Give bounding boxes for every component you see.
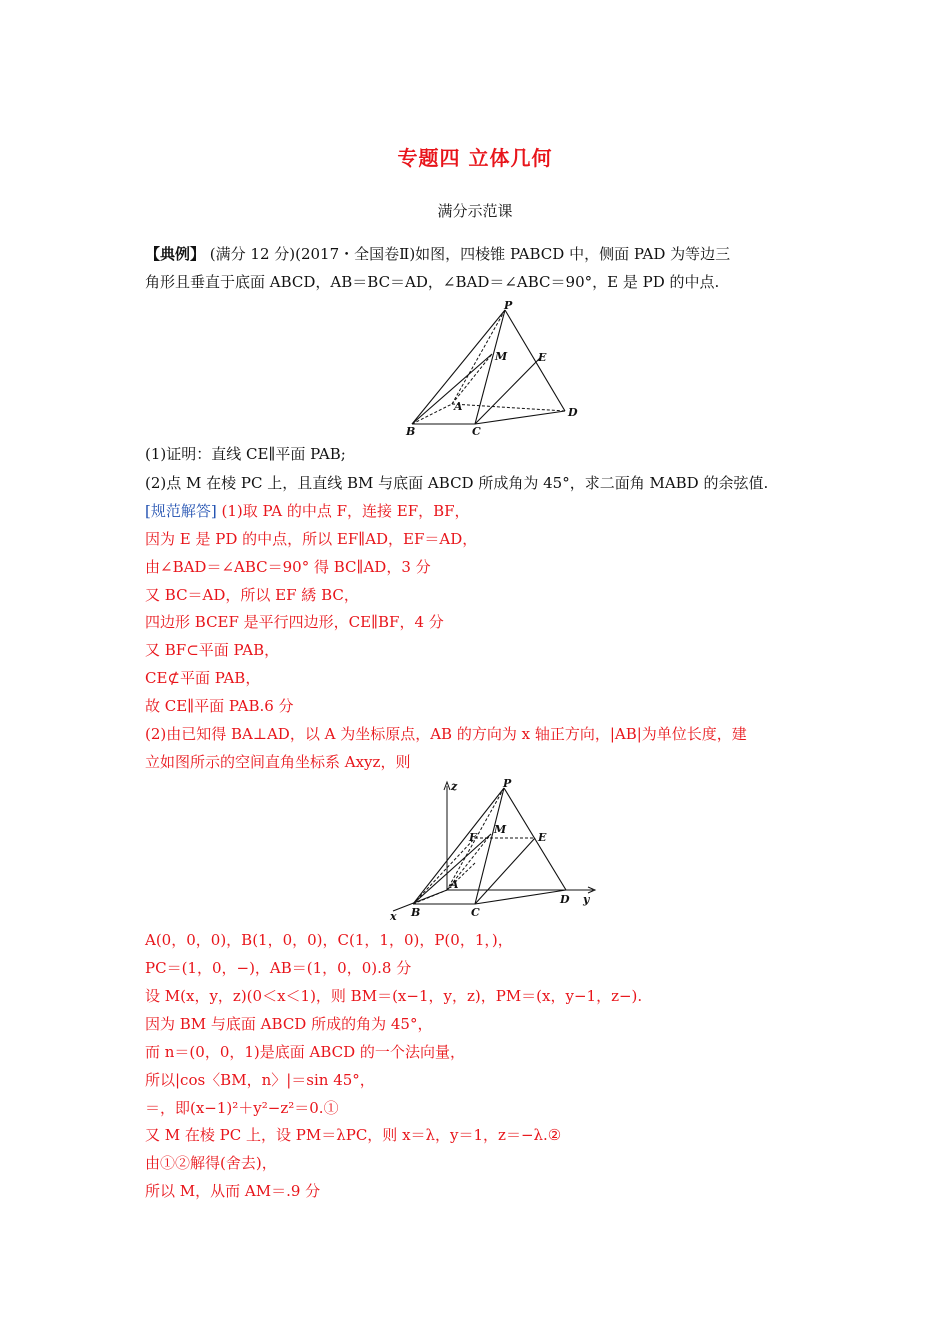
solution2-line-1: A(0，0，0)，B(1，0，0)，C(1，1，0)，P(0，1，)，: [145, 931, 513, 949]
fig2-label-m: M: [494, 823, 507, 836]
question-1: (1)证明：直线 CE∥平面 PAB;: [145, 445, 346, 463]
fig1-label-m: M: [495, 350, 508, 363]
problem-text-1: (满分 12 分)(2017・全国卷Ⅱ)如图，四棱锥 PABCD 中，侧面 PAD 为等边三: [205, 245, 731, 263]
solution2-intro-1: (2)由已知得 BA⊥AD，以 A 为坐标原点，AB 的方向为 x 轴正方向，|AB|为单位长度，建: [145, 725, 747, 743]
solution2-line-3: 设 M(x，y，z)(0＜x＜1)，则 BM＝(x−1，y，z)，PM＝(x，y−1，z−).: [145, 987, 643, 1005]
fig2-label-d: D: [560, 893, 570, 906]
solution1-line-2: 因为 E 是 PD 的中点，所以 EF∥AD，EF＝AD，: [145, 530, 478, 548]
fig2-label-z: z: [451, 780, 458, 793]
solution1-line-3: 由∠BAD＝∠ABC＝90° 得 BC∥AD，3 分: [145, 558, 431, 576]
solution1-line-6: 又 BF⊂平面 PAB，: [145, 641, 280, 659]
fig1-label-c: C: [472, 425, 481, 438]
solution2-line-5: 而 n＝(0，0，1)是底面 ABCD 的一个法向量，: [145, 1043, 465, 1061]
coordinate-figure: [385, 778, 600, 924]
solution2-line-8: 又 M 在棱 PC 上，设 PM＝λPC，则 x＝λ，y＝1，z＝−λ.②: [145, 1126, 562, 1144]
fig2-label-e: E: [538, 831, 547, 844]
fig1-label-d: D: [568, 406, 578, 419]
fig2-label-y: y: [583, 893, 590, 906]
solution2-line-6: 所以|cos〈BM，n〉|＝sin 45°，: [145, 1071, 375, 1089]
solution2-line-2: PC＝(1，0，−)，AB＝(1，0，0).8 分: [145, 959, 412, 977]
fig1-label-b: B: [406, 425, 416, 438]
solution1-line-4: 又 BC＝AD，所以 EF 綉 BC，: [145, 586, 359, 604]
fig1-label-e: E: [538, 351, 547, 364]
solution2-intro-2: 立如图所示的空间直角坐标系 Axyz，则: [145, 753, 411, 771]
solution2-line-9: 由①②解得(舍去)，: [145, 1154, 277, 1172]
solution1-text-1: (1)取 PA 的中点 F，连接 EF，BF，: [216, 502, 470, 520]
solution2-line-10: 所以 M，从而 AM＝.9 分: [145, 1182, 321, 1200]
fig1-label-p: P: [504, 299, 513, 312]
question-2: (2)点 M 在棱 PC 上，且直线 BM 与底面 ABCD 所成角为 45°，求二面角 MABD 的余弦值.: [145, 474, 769, 492]
solution1-line-7: CE⊄平面 PAB，: [145, 669, 261, 687]
problem-line-2: 角形且垂直于底面 ABCD，AB＝BC＝AD，∠BAD＝∠ABC＝90°，E 是 PD 的中点.: [145, 273, 720, 291]
fig2-label-c: C: [471, 906, 480, 919]
fig2-label-p: P: [503, 778, 512, 790]
solution2-line-7: ＝，即(x−1)²＋y²−z²＝0.①: [145, 1099, 339, 1117]
fig2-label-a: A: [450, 878, 459, 891]
page-title: 专题四 立体几何: [397, 146, 553, 170]
fig2-label-b: B: [411, 906, 421, 919]
fig1-label-a: A: [454, 400, 463, 413]
solution1-line-8: 故 CE∥平面 PAB.6 分: [145, 697, 294, 715]
solution2-line-4: 因为 BM 与底面 ABCD 所成的角为 45°，: [145, 1015, 433, 1033]
problem-line-1: [145, 244, 730, 264]
solution1-line-1: [145, 501, 470, 521]
page-subtitle: 满分示范课: [437, 202, 513, 220]
solution1-line-5: 四边形 BCEF 是平行四边形，CE∥BF，4 分: [145, 613, 444, 631]
solution-tag: [规范解答]: [145, 502, 217, 520]
fig2-label-f: F: [469, 831, 477, 844]
pyramid-figure: [400, 298, 590, 438]
problem-tag: 【典例】: [145, 245, 206, 263]
fig2-label-x: x: [390, 910, 397, 923]
